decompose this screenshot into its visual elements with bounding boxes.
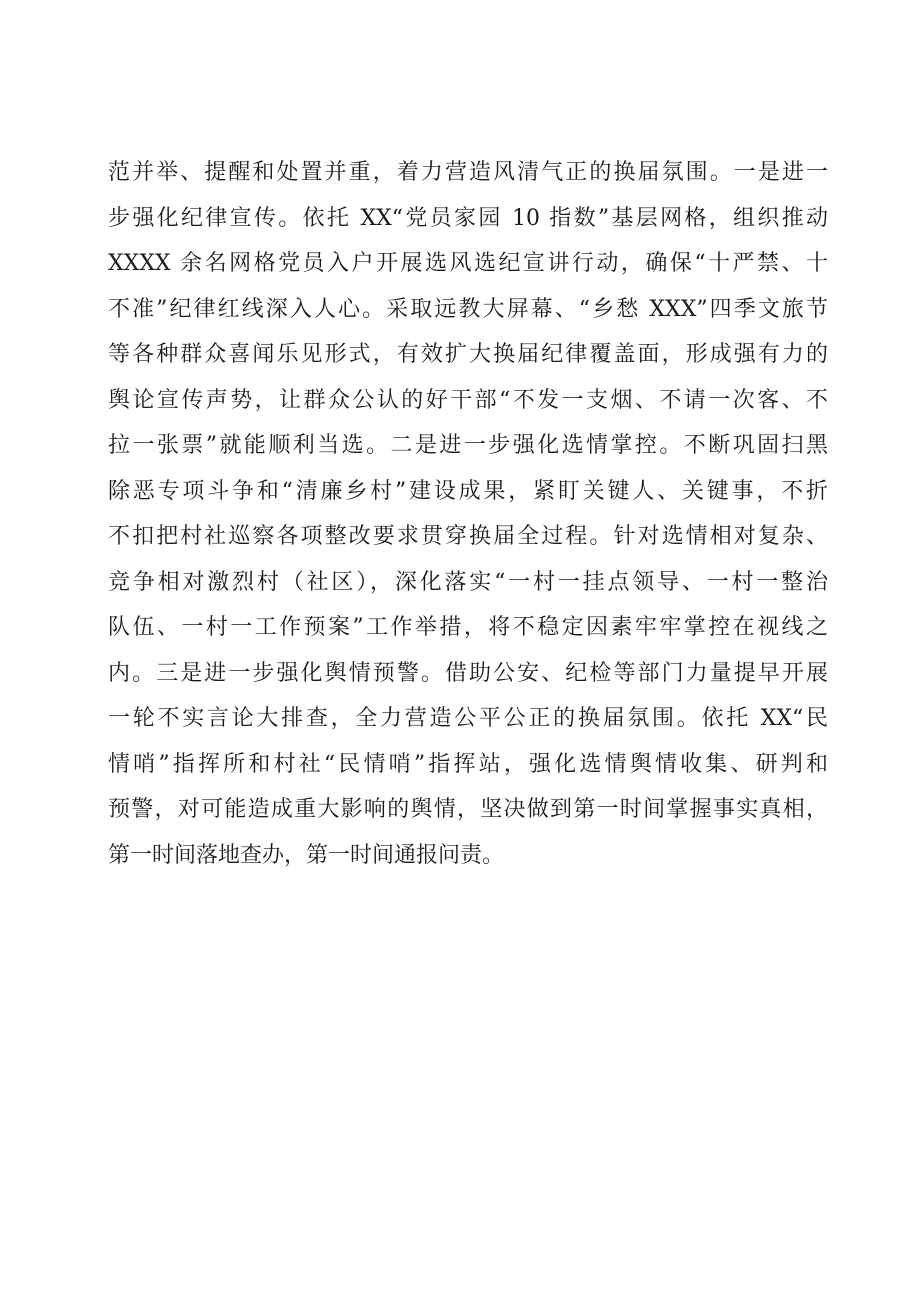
body-paragraph [108,150,828,878]
text-line-7: 拉一张票”就能顺利当选。二是进一步强化选情掌控。不断巩固扫黑 [108,433,828,458]
text-line-1: 范并举、提醒和处置并重，着力营造风清气正的换届氛围。一是进一 [108,160,828,185]
text-line-11: 队伍、一村一工作预案”工作举措，将不稳定因素牢牢掌控在视线之 [108,615,828,640]
text-line-13: 一轮不实言论大排查，全力营造公平公正的换届氛围。依托 XX“民 [108,706,828,731]
text-line-8: 除恶专项斗争和“清廉乡村”建设成果，紧盯关键人、关键事，不折 [108,478,828,504]
text-line-3: XXXX 余名网格党员入户开展选风选纪宣讲行动，确保“十严禁、十 [108,251,828,276]
text-line-15: 预警，对可能造成重大影响的舆情，坚决做到第一时间掌握事实真相， [108,797,828,822]
text-line-12: 内。三是进一步强化舆情预警。借助公安、纪检等部门力量提早开展 [108,660,828,686]
text-line-16: 第一时间落地查办，第一时间通报问责。 [108,842,505,868]
text-line-14: 情哨”指挥所和村社“民情哨”指挥站，强化选情舆情收集、研判和 [108,751,828,777]
text-line-10: 竞争相对激烈村（社区），深化落实“一村一挂点领导、一村一整治 [108,569,828,595]
text-line-4: 不准”纪律红线深入人心。采取远教大屏幕、“乡愁 XXX”四季文旅节 [108,296,828,322]
text-line-9: 不扣把村社巡察各项整改要求贯穿换届全过程。针对选情相对复杂、 [108,524,828,549]
text-line-6: 舆论宣传声势，让群众公认的好干部“不发一支烟、不请一次客、不 [108,387,828,413]
text-line-2: 步强化纪律宣传。依托 XX“党员家园 10 指数”基层网格，组织推动 [108,205,828,231]
text-line-5: 等各种群众喜闻乐见形式，有效扩大换届纪律覆盖面，形成强有力的 [108,342,828,367]
